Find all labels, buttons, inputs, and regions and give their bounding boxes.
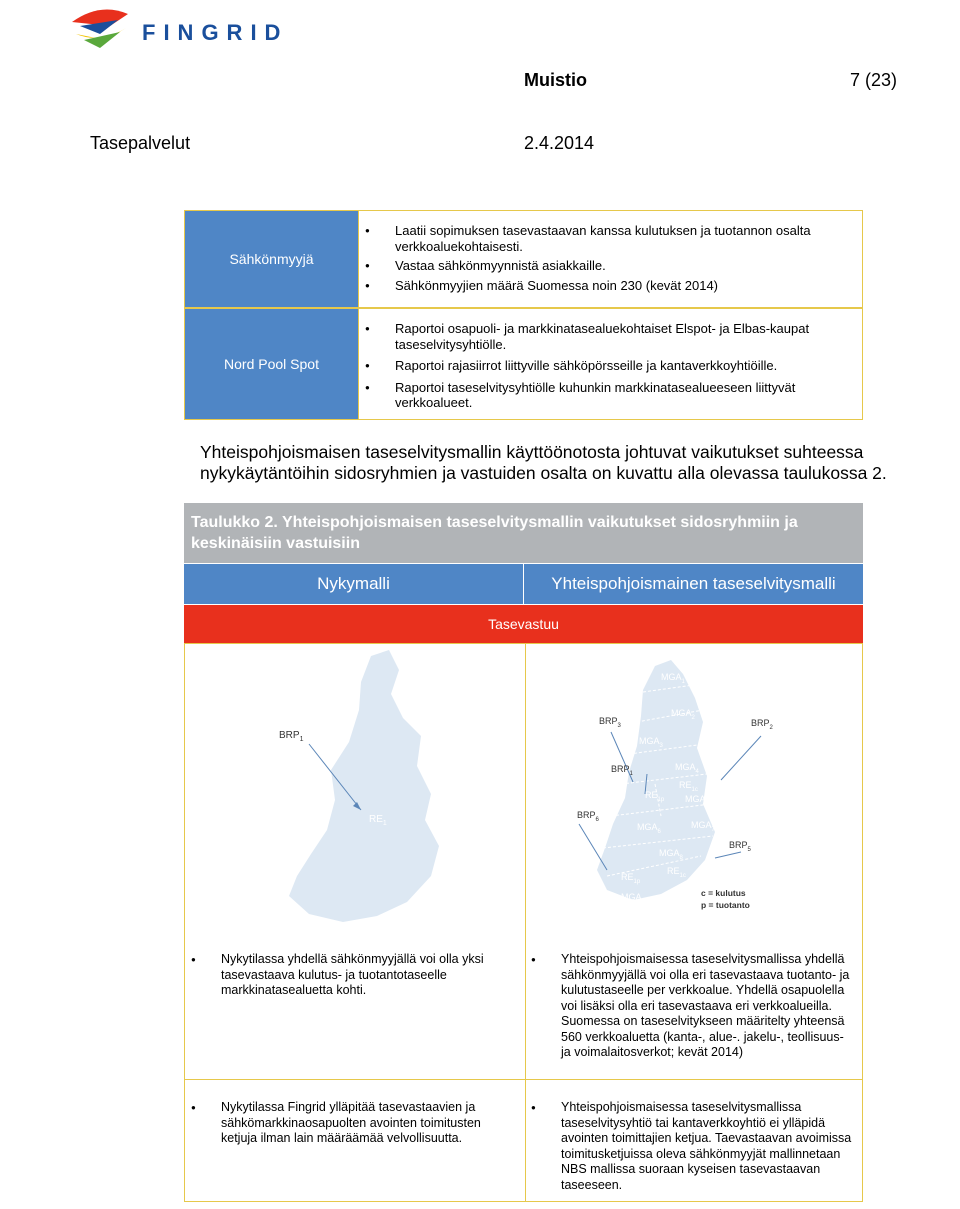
row-content-sahkonmyyja bbox=[359, 223, 862, 293]
area-label: $MGA_7$ bbox=[691, 820, 715, 833]
area-label: $MGA_3$ bbox=[639, 736, 663, 749]
row-divider bbox=[185, 1079, 862, 1080]
row-label-nord-pool-spot: Nord Pool Spot bbox=[185, 309, 358, 419]
area-label: $MGA_2$ bbox=[671, 708, 695, 721]
brp-label: $BRP_1$ bbox=[279, 730, 304, 743]
column-header-yhteispohjoismainen: Yhteispohjoismainen taseselvitysmalli bbox=[524, 564, 863, 604]
list-item: ● Vastaa sähkönmyynnistä asiakkaille. bbox=[359, 258, 862, 274]
list-item: ● Raportoi osapuoli- ja markkinatasealuekohtaiset Elspot- ja Elbas-kaupat taseselvitysyhtiölle. bbox=[359, 321, 862, 352]
area-label: $MGA_9$ bbox=[621, 892, 645, 905]
column-header-nykymalli: Nykymalli bbox=[184, 564, 523, 604]
list-item: ● Yhteispohjoismaisessa taseselvitysmallissa taseselvitysyhtiö tai kantaverkkoyhtiö ei ylläpidä avointen toimittajien ketjua. Taevastaavan avoimissa toimitusketjuissa oleva sähkönmyyjät mallinnetaan NBS mallissa suoraan kyseisen tasevastaavan taseeseen. bbox=[525, 1100, 855, 1193]
row1-left-cell bbox=[185, 952, 515, 999]
list-item: ● Nykytilassa yhdellä sähkönmyyjällä voi olla yksi tasevastaava kulutus- ja tuotantotaseelle markkinatasealuetta kohti. bbox=[185, 952, 515, 999]
re-label: $RE_1$ bbox=[369, 814, 387, 827]
brp-label: $BRP_3$ bbox=[599, 716, 621, 729]
body-paragraph: Yhteispohjoismaisen taseselvitysmallin käyttöönotosta johtuvat vaikutukset suhteessa nykykäytäntöihin sidosryhmien ja vastuiden osalta on kuvattu alla olevassa taulukossa 2. bbox=[200, 442, 887, 483]
document-title: Muistio bbox=[524, 70, 587, 90]
list-item: ● Nykytilassa Fingrid ylläpitää tasevastaavien ja sähkömarkkinaosapuolten avointen toimitusten ketjuja ilman lain määräämää velvollisuutta. bbox=[185, 1100, 515, 1147]
department: Tasepalvelut bbox=[90, 133, 191, 153]
stakeholder-table bbox=[184, 210, 863, 420]
page-number: 7 (23) bbox=[850, 70, 898, 90]
fingrid-logo bbox=[70, 4, 300, 54]
column-divider bbox=[358, 211, 359, 419]
document-date: 2.4.2014 bbox=[524, 133, 595, 153]
legend-consumption: c = kulutus bbox=[701, 888, 746, 898]
brp-label: $BRP_5$ bbox=[729, 840, 751, 853]
re-label: $RE_{1p}$ bbox=[621, 872, 641, 885]
area-label: $MGA_1$ bbox=[661, 672, 685, 685]
row-content-nord-pool-spot bbox=[359, 321, 862, 411]
row2-right-cell bbox=[525, 1100, 855, 1193]
brp-label: $BRP_6$ bbox=[577, 810, 599, 823]
row1-right-cell bbox=[525, 952, 855, 1061]
table-caption: Taulukko 2. Yhteispohjoismaisen taseselvitysmallin vaikutukset sidosryhmiin ja keskinäisiin vastuisiin bbox=[184, 503, 863, 563]
finland-shape bbox=[289, 650, 439, 922]
section-header-tasevastuu: Tasevastuu bbox=[184, 605, 863, 643]
re-label: $RE_{1p}$ bbox=[645, 790, 665, 803]
logo-text: FINGRID bbox=[142, 20, 289, 45]
list-item: ● Sähkönmyyjien määrä Suomessa noin 230 (kevät 2014) bbox=[359, 278, 862, 294]
map-finland-nordic-model bbox=[525, 644, 863, 944]
area-label: $MGA_8$ bbox=[659, 848, 683, 861]
list-item: ● Laatii sopimuksen tasevastaavan kanssa kulutuksen ja tuotannon osalta verkkoaluekohtaisesti. bbox=[359, 223, 862, 254]
area-label: $MGA_4$ bbox=[675, 762, 699, 775]
logo-mark-icon bbox=[70, 4, 140, 54]
row2-left-cell bbox=[185, 1100, 515, 1147]
re-label: $RE_{1c}$ bbox=[667, 866, 686, 879]
area-label: $MGA_5$ bbox=[685, 794, 709, 807]
legend-production: p = tuotanto bbox=[701, 900, 750, 910]
brp-label: $BRP_2$ bbox=[751, 718, 773, 731]
re-label: $RE_{1c}$ bbox=[679, 780, 698, 793]
comparison-table-body bbox=[184, 643, 863, 1202]
brp-label: $BRP_1$ bbox=[611, 764, 633, 777]
area-label: $MGA_6$ bbox=[637, 822, 661, 835]
map-finland-current-model bbox=[185, 644, 525, 944]
row-label-sahkonmyyja: Sähkönmyyjä bbox=[185, 211, 358, 307]
list-item: ● Raportoi rajasiirrot liittyville sähköpörsseille ja kantaverkkoyhtiöille. bbox=[359, 358, 862, 374]
list-item: ● Raportoi taseselvitysyhtiölle kuhunkin markkinatasealueeseen liittyvät verkkoalueet. bbox=[359, 380, 862, 411]
list-item: ● Yhteispohjoismaisessa taseselvitysmallissa yhdellä sähkönmyyjällä voi olla eri tasevastaava tuotanto- ja kulutustaseelle per verkkoalue. Yhdellä osapuolella voi lisäksi olla eri tasevastaava eri verkkoalueilla. Suomessa on taseselvitykseen määritelty yhteensä 560 verkkoaluetta (kanta-, alue-. jakelu-, teollisuus- ja voimalaitosverkot; kevät 2014) bbox=[525, 952, 855, 1061]
